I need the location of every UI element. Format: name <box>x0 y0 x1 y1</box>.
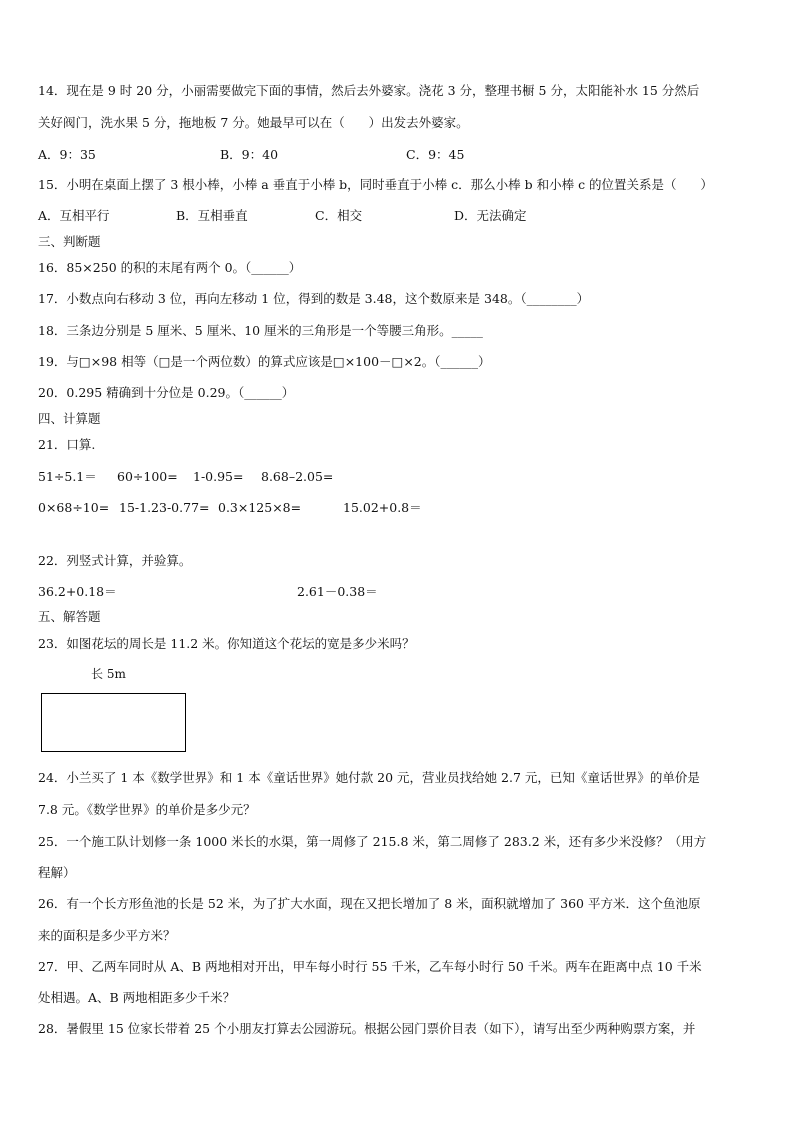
q15-option-d: D．无法确定 <box>454 208 527 223</box>
q22-item1: 36.2+0.18＝ <box>38 584 117 599</box>
q20: 20．0.295 精确到十分位是 0.29。（______） <box>38 385 295 400</box>
q23-length-label: 长 5m <box>91 667 126 681</box>
q24-line1: 24．小兰买了 1 本《数学世界》和 1 本《童话世界》她付款 20 元，营业员找给她 2.7 元，已知《童话世界》的单价是 <box>38 770 700 785</box>
q15-line1: 15．小明在桌面上摆了 3 根小棒，小棒 a 垂直于小棒 b，同时垂直于小棒 c．那么小棒 b 和小棒 c 的位置关系是（ ） <box>38 177 713 192</box>
q14-line2: 关好阀门，洗水果 5 分，拖地板 7 分。她最早可以在（ ）出发去外婆家。 <box>38 115 469 130</box>
q21-row1-item2: 60÷100= <box>117 469 178 484</box>
q15-option-a: A．互相平行 <box>38 208 110 223</box>
q28-line1: 28．暑假里 15 位家长带着 25 个小朋友打算去公园游玩。根据公园门票价目表（如下），请写出至少两种购票方案，并 <box>38 1021 696 1036</box>
q21-row2-item4: 15.02+0.8＝ <box>343 500 422 515</box>
q15-option-b: B．互相垂直 <box>176 208 248 223</box>
q25-line2: 程解） <box>38 865 76 880</box>
q14-option-c: C．9：45 <box>406 147 465 162</box>
q23-text: 23．如图花坛的周长是 11.2 米。你知道这个花坛的宽是多少米吗？ <box>38 636 415 651</box>
q26-line2: 来的面积是多少平方米？ <box>38 928 176 943</box>
q21-row2-item3: 0.3×125×8= <box>218 500 302 515</box>
flowerbed-rectangle <box>41 693 186 752</box>
q18: 18．三条边分别是 5 厘米、5 厘米、10 厘米的三角形是一个等腰三角形。_____ <box>38 323 483 338</box>
q21-row1-item4: 8.68–2.05= <box>261 469 334 484</box>
q22-item2: 2.61－0.38＝ <box>297 584 378 599</box>
q27-line1: 27．甲、乙两车同时从 A、B 两地相对开出，甲车每小时行 55 千米，乙车每小时行 50 千米。两车在距离中点 10 千米 <box>38 959 702 974</box>
q21-title: 21．口算. <box>38 437 96 452</box>
q16: 16．85×250 的积的末尾有两个 0。（______） <box>38 260 302 275</box>
section-heading-judgement: 三、判断题 <box>38 234 101 249</box>
q22-title: 22．列竖式计算，并验算。 <box>38 553 192 568</box>
q15-option-c: C．相交 <box>315 208 363 223</box>
q24-line2: 7.8 元。《数学世界》的单价是多少元？ <box>38 802 256 817</box>
q25-line1: 25．一个施工队计划修一条 1000 米长的水渠，第一周修了 215.8 米，第二周修了 283.2 米，还有多少米没修？（用方 <box>38 834 707 849</box>
q14-option-b: B．9：40 <box>220 147 279 162</box>
q19: 19．与□×98 相等（□是一个两位数）的算式应该是□×100－□×2。（______） <box>38 354 491 369</box>
q21-row1-item3: 1-0.95= <box>193 469 244 484</box>
q14-line1: 14．现在是 9 时 20 分，小丽需要做完下面的事情，然后去外婆家。浇花 3 分，整理书橱 5 分，太阳能补水 15 分然后 <box>38 83 700 98</box>
q27-line2: 处相遇。A、B 两地相距多少千米？ <box>38 990 236 1005</box>
section-heading-calculation: 四、计算题 <box>38 411 101 426</box>
q21-row2-item1: 0×68÷10= <box>38 500 110 515</box>
q26-line1: 26．有一个长方形鱼池的长是 52 米，为了扩大水面，现在又把长增加了 8 米，面积就增加了 360 平方米．这个鱼池原 <box>38 896 701 911</box>
q21-row2-item2: 15-1.23-0.77= <box>119 500 210 515</box>
q17: 17．小数点向右移动 3 位，再向左移动 1 位，得到的数是 3.48，这个数原来是 348。（________） <box>38 291 590 306</box>
q14-option-a: A．9：35 <box>38 147 96 162</box>
q21-row1-item1: 51÷5.1＝ <box>38 469 97 484</box>
section-heading-solutions: 五、解答题 <box>38 609 101 624</box>
